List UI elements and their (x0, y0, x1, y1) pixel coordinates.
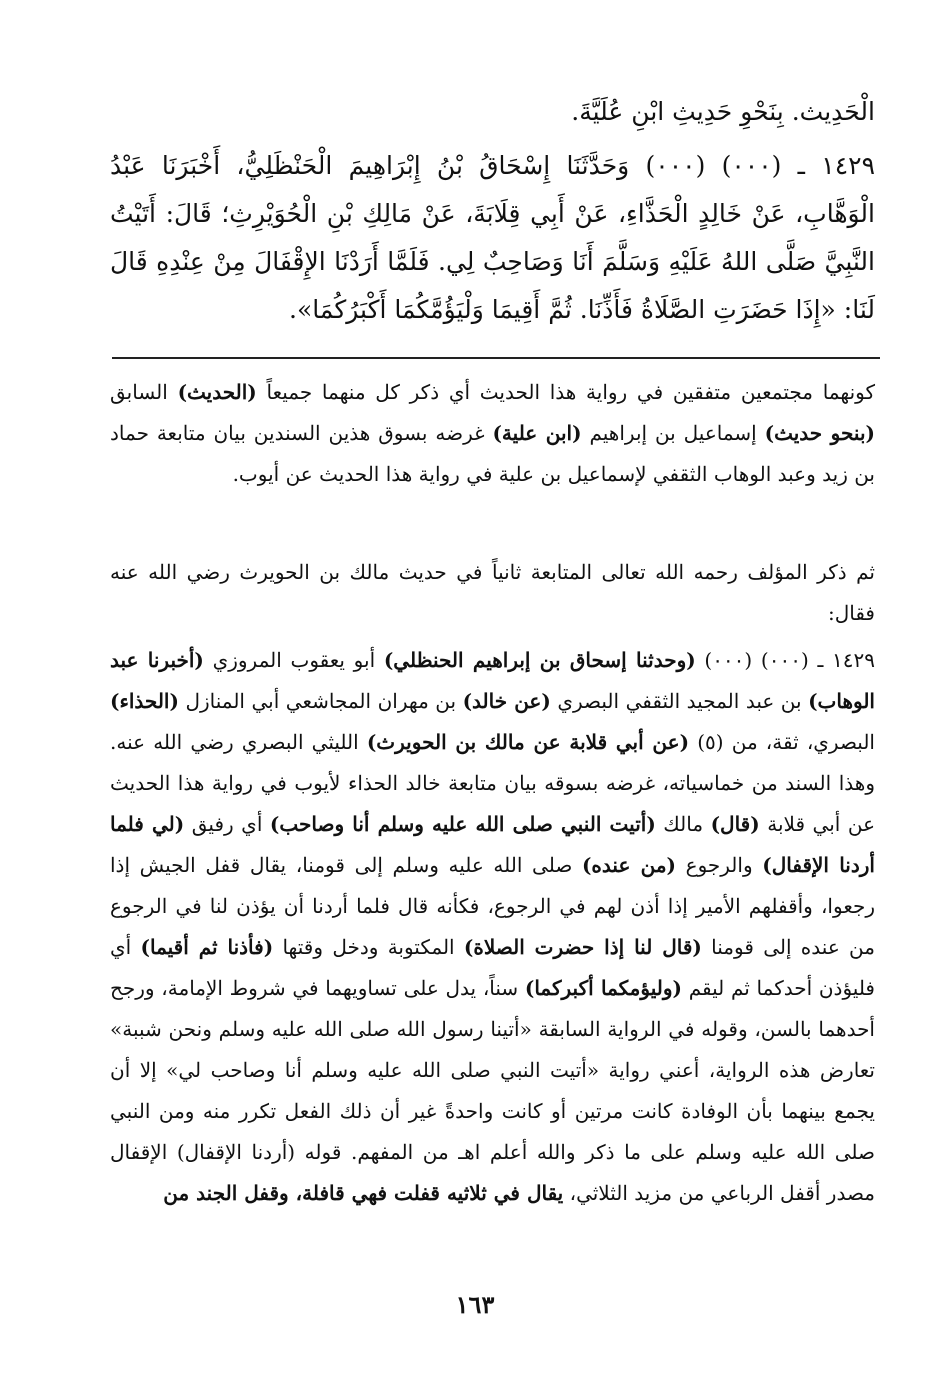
commentary-quote: يقال في ثلاثيه قفلت فهي قافلة، وقفل الجند من (163, 1181, 564, 1205)
commentary-text: الليثي البصري رضي الله عنه. وهذا السند من خماسياته، غرضه بسوقه بيان متابعة خالد الحذاء لأيوب في رواية هذا الحديث عن أبي قلابة (110, 730, 875, 836)
commentary-text: البصري، ثقة، من (٥) (689, 730, 875, 754)
commentary-text: أي رفيق (184, 812, 270, 836)
matn-hadith-1429 (110, 142, 875, 334)
commentary-text: إسماعيل بن إبراهيم (581, 421, 765, 445)
commentary-paragraph-1 (110, 372, 875, 495)
commentary-quote: (وحدثنا إسحاق بن إبراهيم الحنظلي) (383, 648, 696, 672)
commentary-text: ١٤٢٩ ـ (٠٠٠) (٠٠٠) (695, 648, 875, 672)
matn-continuation (110, 88, 875, 136)
commentary-text: غرضه بسوق هذين السندين بيان متابعة حماد بن زيد وعبد الوهاب الثقفي لإسماعيل بن علية في رواية هذا الحديث عن أيوب. (110, 421, 875, 486)
commentary-text: بن مهران المجاشعي أبي المنازل (178, 689, 463, 713)
commentary-quote: (من عنده) (581, 853, 677, 877)
commentary-quote: (فأذنا ثم أقيما) (140, 935, 274, 959)
commentary-text: بن عبد المجيد الثقفي البصري (550, 689, 809, 713)
footnote-divider (112, 357, 880, 359)
commentary-text: كونهما مجتمعين متفقين في رواية هذا الحديث أي ذكر كل منهما جميعاً (256, 380, 875, 404)
commentary-quote: (لي فلما أردنا الإقفال) (110, 812, 875, 877)
matn-line: الْحَدِيث. بِنَحْوِ حَدِيثِ ابْنِ عُلَيَّةَ. (571, 97, 875, 126)
commentary-quote: (ابن علية) (492, 421, 582, 445)
commentary-text: أبو يعقوب المروزي (203, 648, 384, 672)
commentary-quote: (قال) (710, 812, 760, 836)
commentary-text: والرجوع (676, 853, 763, 877)
commentary-text: السابق (110, 380, 178, 404)
commentary-text: أي فليؤذن أحدكما ثم ليقم (110, 935, 875, 1000)
hadith-text: ١٤٢٩ ـ (٠٠٠) (٠٠٠) وَحَدَّثَنَا إِسْحَاقُ بْنُ إِبْرَاهِيمَ الْحَنْظَلِيُّ، أَخْبَرَنَا عَبْدُ الْوَهَّابِ، عَنْ خَالِدٍ الْحَذَّاءِ، عَنْ أَبِي قِلَابَةَ، عَنْ مَالِكِ بْنِ الْحُوَيْرِثِ؛ قَالَ: أَتَيْتُ النَّبِيَّ صَلَّى اللهُ عَلَيْهِ وَسَلَّمَ أَنَا وَصَاحِبٌ لِي. فَلَمَّا أَرَدْنَا الإِقْفَالَ مِنْ عِنْدِهِ قَالَ لَنَا: «إِذَا حَضَرَتِ الصَّلَاةُ فَأَذِّنَا. ثُمَّ أَقِيمَا وَلْيَؤُمَّكُمَا أَكْبَرُكُمَا». (110, 151, 875, 324)
commentary-quote: (وليؤمكما أكبركما) (524, 976, 682, 1000)
commentary-text: ثم ذكر المؤلف رحمه الله تعالى المتابعة ثانياً في حديث مالك بن الحويرث رضي الله عنه فقال: (110, 560, 875, 625)
commentary-quote: (بنحو حديث) (764, 421, 875, 445)
commentary-quote: (الحديث) (177, 380, 257, 404)
commentary-paragraph-2 (110, 552, 875, 634)
commentary-paragraph-3 (110, 640, 875, 1214)
commentary-text: المكتوبة ودخل وقتها (273, 935, 464, 959)
commentary-quote: (عن أبي قلابة عن مالك بن الحويرث) (366, 730, 690, 754)
commentary-text: سناً، يدل على تساويهما في شروط الإمامة، ورجح أحدهما بالسن، وقوله في الرواية السابقة «أتينا رسول الله صلى الله عليه وسلم ونحن شببة» تعارض هذه الرواية، أعني رواية «أتيت النبي صلى الله عليه وسلم أنا وصاحب لي» إلا أن يجمع بينهما بأن الوفادة كانت مرتين أو كانت واحدةً غير أن ذلك الفعل تكرر منه ومن النبي صلى الله عليه وسلم على ما ذكر والله أعلم اهـ من المفهم. قوله (أردنا الإقفال) الإقفال مصدر أقفل الرباعي من مزيد الثلاثي، (110, 976, 875, 1205)
commentary-quote: (الحذاء) (110, 689, 179, 713)
commentary-quote: (أخبرنا عبد الوهاب) (110, 648, 875, 713)
commentary-quote: (أتيت النبي صلى الله عليه وسلم أنا وصاحب) (269, 812, 656, 836)
commentary-text: مالك (655, 812, 711, 836)
commentary-quote: (قال لنا إذا حضرت الصلاة) (463, 935, 702, 959)
commentary-quote: (عن خالد) (462, 689, 551, 713)
commentary-text: صلى الله عليه وسلم إلى قومنا، يقال قفل الجيش إذا رجعوا، وأقفلهم الأمير إذا أذن لهم في الرجوع، فكأنه قال فلما أردنا أن يؤذن لنا في الرجوع من عنده إلى قومنا (110, 853, 875, 959)
page-number: ١٦٣ (455, 1290, 495, 1319)
